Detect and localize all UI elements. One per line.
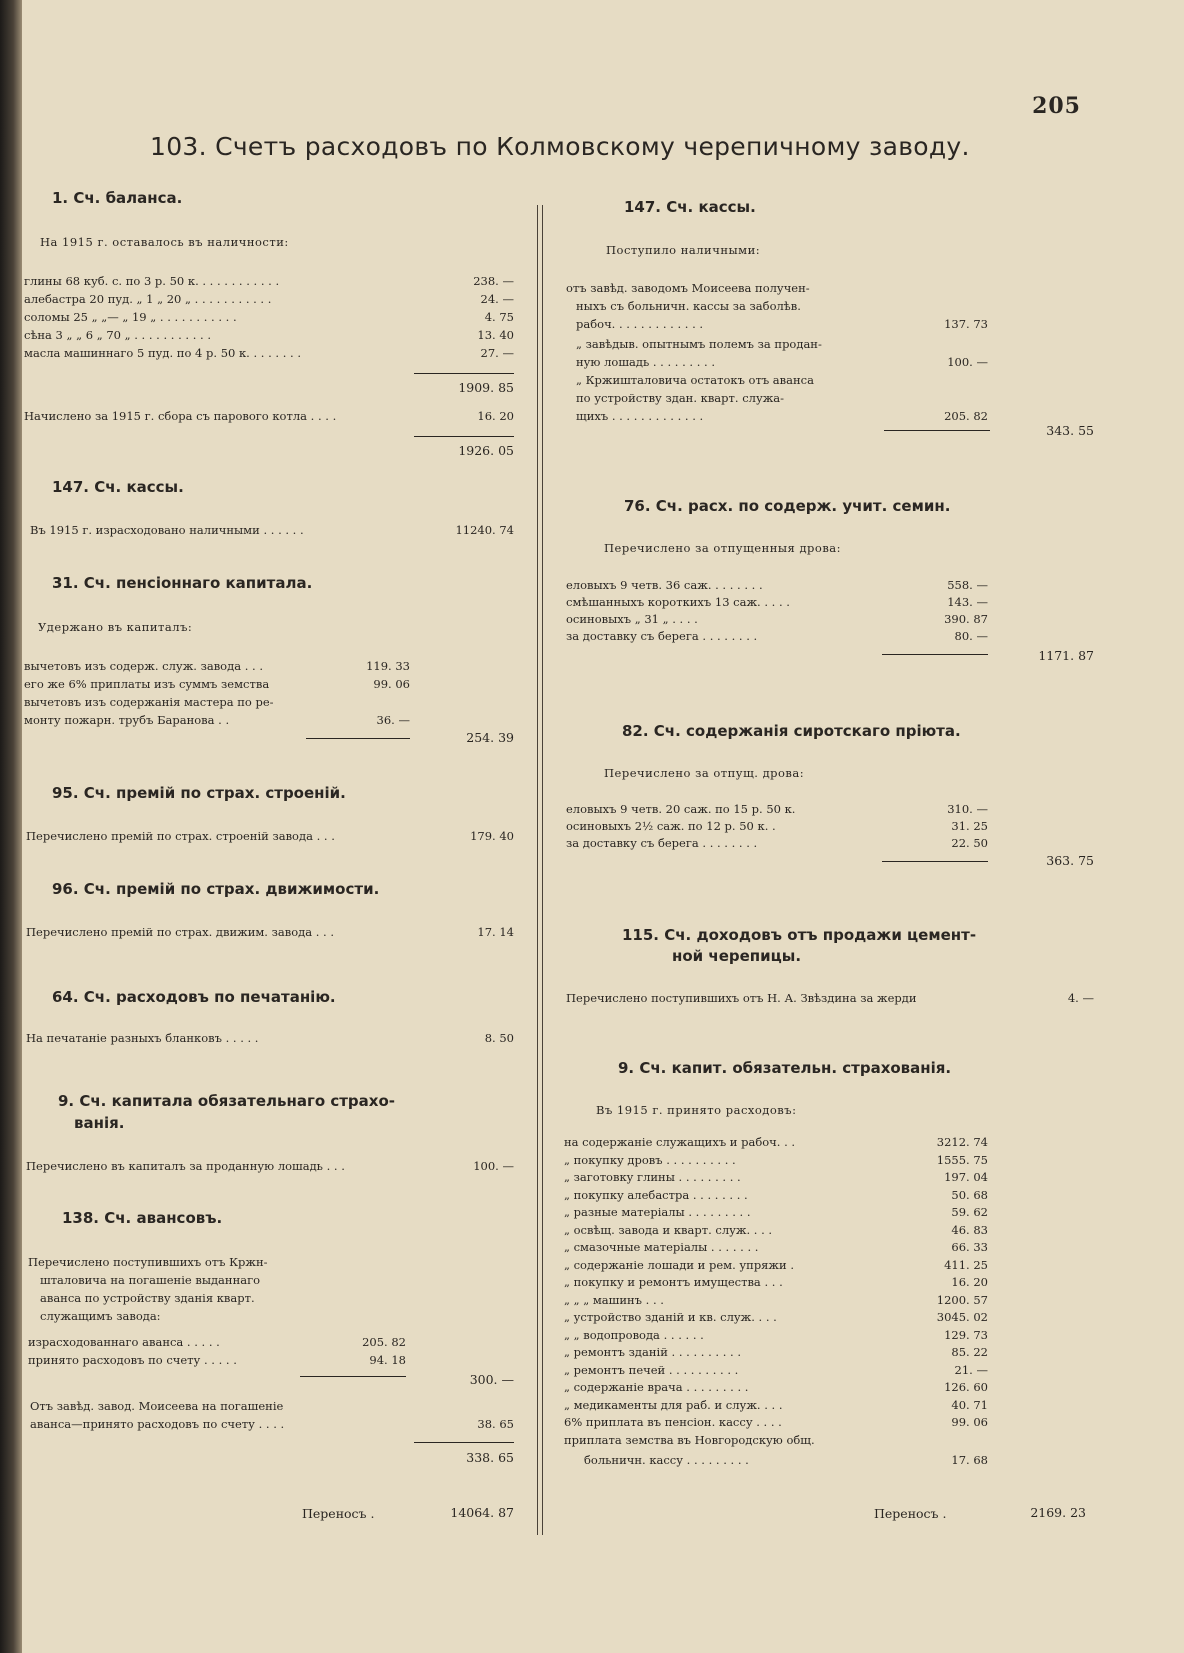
balance-row: масла машиннаго 5 пуд. по 4 р. 50 к. . . . . . . . 27. —	[24, 346, 514, 360]
heading-balance: 1. Сч. баланса.	[52, 189, 183, 207]
advances-text2-line: Отъ завѣд. завод. Моисеева на погашеніе	[30, 1399, 284, 1413]
sum-rule	[882, 654, 988, 655]
kassa-item-line: „ завѣдыв. опытнымъ полемъ за продан-	[576, 337, 822, 351]
insurance-row: больничн. кассу . . . . . . . . . 17. 68	[584, 1453, 988, 1467]
page-title: 103. Счетъ расходовъ по Колмовскому черепичному заводу.	[150, 132, 970, 161]
advances-subtotal: 300. —	[469, 1372, 514, 1387]
prem-build-row: Перечислено премій по страх. строеній завода . . . 179. 40	[26, 829, 514, 843]
insurance-row: „ покупку дровъ . . . . . . . . . . 1555. 75	[564, 1152, 988, 1167]
page-number: 205	[1032, 93, 1081, 119]
balance-row: глины 68 куб. с. по 3 р. 50 к. . . . . . . . . . . . 238. —	[24, 274, 514, 288]
orphan-row: осиновыхъ 2½ саж. по 12 р. 50 к. . 31. 25	[566, 819, 988, 833]
insurance-row: „ устройство зданій и кв. служ. . . . 3045. 02	[564, 1310, 988, 1324]
carry-label-right: Переносъ .	[874, 1506, 947, 1521]
seminary-row: осиновыхъ „ 31 „ . . . . 390. 87	[566, 612, 988, 626]
insurance-row: „ смазочные матеріалы . . . . . . . 66. 33	[564, 1240, 988, 1254]
seminary-total: 1171. 87	[1038, 648, 1094, 663]
insurance-intro: Въ 1915 г. принято расходовъ:	[596, 1103, 797, 1117]
seminary-row: смѣшанныхъ короткихъ 13 саж. . . . . 143. —	[566, 595, 988, 609]
heading-insurance-cap: 9. Сч. капитала обязательнаго страхо-	[58, 1092, 395, 1110]
balance-subtotal: 1909. 85	[458, 380, 514, 395]
heading-prem-build: 95. Сч. премій по страх. строеній.	[52, 784, 346, 802]
advances-text-line: шталовича на погашеніе выданнаго	[40, 1273, 261, 1287]
carry-value-left: 14064. 87	[450, 1505, 514, 1520]
heading-seminary: 76. Сч. расх. по содерж. учит. семин.	[624, 497, 951, 515]
insurance-row: „ ремонтъ зданій . . . . . . . . . . 85. 22	[564, 1345, 988, 1359]
insurance-row: „ „ водопровода . . . . . . 129. 73	[564, 1327, 988, 1342]
balance-row: сѣна 3 „ „ 6 „ 70 „ . . . . . . . . . . . 13. 40	[24, 328, 514, 342]
insurance-row: „ освѣщ. завода и кварт. служ. . . . 46. 83	[564, 1222, 988, 1237]
insurance-row: „ покупку и ремонтъ имущества . . . 16. 20	[564, 1275, 988, 1289]
book-spine	[0, 0, 22, 1653]
kassa-item-line: по устройству здан. кварт. служа-	[576, 391, 785, 405]
heading-advances: 138. Сч. авансовъ.	[62, 1209, 223, 1227]
balance-row: соломы 25 „ „— „ 19 „ . . . . . . . . . . . 4. 75	[24, 310, 514, 324]
insurance-row: „ заготовку глины . . . . . . . . . 197. 04	[564, 1170, 988, 1184]
advances-row: израсходованнаго аванса . . . . . 205. 82	[28, 1335, 406, 1349]
insurance-row: „ содержаніе лошади и рем. упряжи . 411. 25	[564, 1257, 988, 1272]
carry-label-left: Переносъ .	[302, 1506, 375, 1521]
kassa-item-line: „ Кржишталовича остатокъ отъ аванса	[576, 373, 814, 387]
heading-insurance-cap-cont: ванія.	[74, 1114, 125, 1132]
insurance-row: „ покупку алебастра . . . . . . . . 50. 68	[564, 1187, 988, 1202]
insurance-row: на содержаніе служащихъ и рабоч. . . 3212. 74	[564, 1135, 988, 1149]
kassa-left-row: Въ 1915 г. израсходовано наличными . . . . . . 11240. 74	[30, 523, 514, 537]
orphan-row: еловыхъ 9 четв. 20 саж. по 15 р. 50 к. 310. —	[566, 802, 988, 816]
heading-kassa-right: 147. Сч. кассы.	[624, 198, 756, 216]
heading-cement: 115. Сч. доходовъ отъ продажи цемент-	[622, 926, 977, 944]
heading-orphan: 82. Сч. содержанія сиротскаго пріюта.	[622, 722, 961, 740]
kassa-item-row: щихъ . . . . . . . . . . . . . 205. 82	[576, 409, 988, 423]
insurance-row: 6% приплата въ пенсіон. кассу . . . . 99. 06	[564, 1415, 988, 1429]
advances-text-line: Перечислено поступившихъ отъ Кржн-	[28, 1255, 268, 1269]
heading-prem-move: 96. Сч. премій по страх. движимости.	[52, 880, 380, 898]
insurance-row: „ ремонтъ печей . . . . . . . . . . 21. —	[564, 1362, 988, 1377]
kassa-item-line: отъ завѣд. заводомъ Моисеева получен-	[566, 281, 810, 295]
advances-row: принято расходовъ по счету . . . . . 94. 18	[28, 1353, 406, 1367]
sum-rule	[882, 861, 988, 862]
advances-text-line: аванса по устройству зданія кварт.	[40, 1291, 255, 1305]
print-row: На печатаніе разныхъ бланковъ . . . . . 8. 50	[26, 1031, 514, 1045]
insurance-cap-row: Перечислено въ капиталъ за проданную лошадь . . . 100. —	[26, 1159, 514, 1173]
pension-intro: Удержано въ капиталъ:	[38, 620, 193, 634]
heading-pension: 31. Сч. пенсіоннаго капитала.	[52, 574, 313, 592]
insurance-row: приплата земства въ Новгородскую общ.	[564, 1432, 815, 1447]
pension-total: 254. 39	[466, 730, 514, 745]
orphan-intro: Перечислено за отпущ. дрова:	[604, 766, 805, 780]
kassa-right-total: 343. 55	[1046, 423, 1094, 438]
sum-rule	[300, 1376, 406, 1377]
seminary-row: за доставку съ берега . . . . . . . . 80. —	[566, 629, 988, 643]
sum-rule	[414, 436, 514, 437]
orphan-row: за доставку съ берега . . . . . . . . 22. 50	[566, 836, 988, 850]
kassa-item-row: ную лошадь . . . . . . . . . 100. —	[576, 355, 988, 369]
advances-text-line: служащимъ завода:	[40, 1309, 161, 1323]
sum-rule	[414, 1442, 514, 1443]
cement-row: Перечислено поступившихъ отъ Н. А. Звѣздина за жерди 4. —	[566, 991, 1094, 1005]
kassa-item-row: рабоч. . . . . . . . . . . . . 137. 73	[576, 317, 988, 331]
balance-row: алебастра 20 пуд. „ 1 „ 20 „ . . . . . . . . . . . 24. —	[24, 292, 514, 306]
heading-cement-cont: ной черепицы.	[672, 947, 802, 965]
insurance-row: „ „ „ машинъ . . . 1200. 57	[564, 1292, 988, 1307]
balance-total: 1926. 05	[458, 443, 514, 458]
column-divider	[537, 205, 543, 1535]
advances-row2: аванса—принято расходовъ по счету . . . . 38. 65	[30, 1417, 514, 1431]
insurance-row: „ медикаменты для раб. и служ. . . . 40. 71	[564, 1397, 988, 1412]
heading-print: 64. Сч. расходовъ по печатанію.	[52, 988, 336, 1006]
prem-move-row: Перечислено премій по страх. движим. завода . . . 17. 14	[26, 925, 514, 939]
heading-insurance: 9. Сч. капит. обязательн. страхованія.	[618, 1059, 952, 1077]
pension-row: его же 6% приплаты изъ суммъ земства 99. 06	[24, 677, 410, 691]
advances-total: 338. 65	[466, 1450, 514, 1465]
seminary-row: еловыхъ 9 четв. 36 саж. . . . . . . . 558. —	[566, 578, 988, 592]
kassa-item-line: ныхъ съ больничн. кассы за заболѣв.	[576, 299, 801, 313]
sum-rule	[306, 738, 410, 739]
sum-rule	[884, 430, 990, 431]
kassa-right-intro: Поступило наличными:	[606, 243, 761, 257]
insurance-row: „ содержаніе врача . . . . . . . . . 126. 60	[564, 1380, 988, 1394]
heading-kassa-left: 147. Сч. кассы.	[52, 478, 184, 496]
orphan-total: 363. 75	[1046, 853, 1094, 868]
carry-value-right: 2169. 23	[1030, 1505, 1086, 1520]
balance-intro: На 1915 г. оставалось въ наличности:	[40, 235, 289, 249]
pension-row: вычетовъ изъ содерж. служ. завода . . . 119. 33	[24, 659, 410, 673]
pension-row: монту пожарн. трубъ Баранова . . 36. —	[24, 713, 410, 727]
seminary-intro: Перечислено за отпущенныя дрова:	[604, 541, 842, 555]
balance-extra-row: Начислено за 1915 г. сбора съ парового котла . . . . 16. 20	[24, 409, 514, 423]
pension-row: вычетовъ изъ содержанія мастера по ре-	[24, 695, 274, 709]
insurance-row: „ разные матеріалы . . . . . . . . . 59. 62	[564, 1205, 988, 1219]
sum-rule	[414, 373, 514, 374]
